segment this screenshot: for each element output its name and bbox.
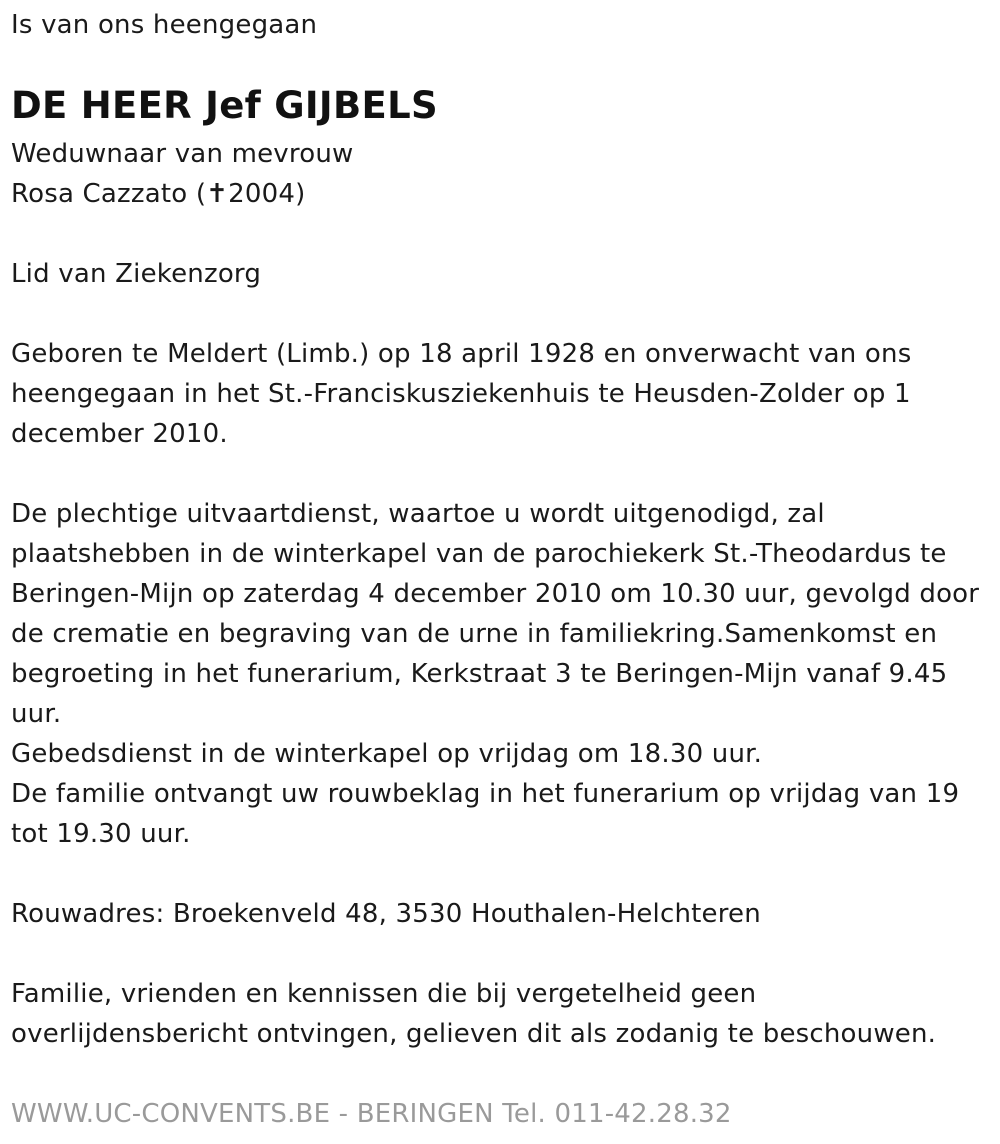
paragraph-line: Gebedsdienst in de winterkapel op vrijdag om 18.30 uur. (11, 739, 763, 769)
paragraph-line: De plechtige uitvaartdienst, waartoe u wordt uitgenodigd, zal (11, 499, 825, 529)
widow-line: Weduwnaar van mevrouw (11, 139, 354, 169)
address-text: Rouwadres: Broekenveld 48, 3530 Houthalen-Helchteren (11, 899, 761, 929)
paragraph-line: plaatshebben in de winterkapel van de parochiekerk St.-Theodardus te (11, 539, 947, 569)
birth-death-paragraph (11, 334, 911, 454)
paragraph-line: heengegaan in het St.-Franciskusziekenhuis te Heusden-Zolder op 1 (11, 379, 911, 409)
paragraph-line: begroeting in het funerarium, Kerkstraat 3 te Beringen-Mijn vanaf 9.45 (11, 659, 948, 689)
mourning-address (11, 894, 761, 934)
paragraph-line: tot 19.30 uur. (11, 819, 191, 849)
intro-text: Is van ons heengegaan (11, 10, 318, 40)
paragraph-line: Beringen-Mijn op zaterdag 4 december 2010 om 10.30 uur, gevolgd door (11, 579, 980, 609)
footer-contact: WWW.UC-CONVENTS.BE - BERINGEN Tel. 011-42.28.32 (11, 1099, 732, 1129)
family-notice-paragraph (11, 974, 936, 1054)
membership-text: Lid van Ziekenzorg (11, 259, 262, 289)
paragraph-line: Geboren te Meldert (Limb.) op 18 april 1928 en onverwacht van ons (11, 339, 912, 369)
widow-block (11, 134, 353, 214)
widow-line: Rosa Cazzato (✝2004) (11, 179, 306, 209)
paragraph-line: De familie ontvangt uw rouwbeklag in het funerarium op vrijdag van 19 (11, 779, 960, 809)
paragraph-line: uur. (11, 699, 62, 729)
paragraph-line: december 2010. (11, 419, 228, 449)
deceased-name: DE HEER Jef GIJBELS (11, 84, 438, 127)
paragraph-line: Familie, vrienden en kennissen die bij vergetelheid geen (11, 979, 757, 1009)
funeral-service-paragraph (11, 494, 979, 854)
paragraph-line: overlijdensbericht ontvingen, gelieven dit als zodanig te beschouwen. (11, 1019, 937, 1049)
paragraph-line: de crematie en begraving van de urne in familiekring.Samenkomst en (11, 619, 938, 649)
membership-block (11, 254, 261, 294)
